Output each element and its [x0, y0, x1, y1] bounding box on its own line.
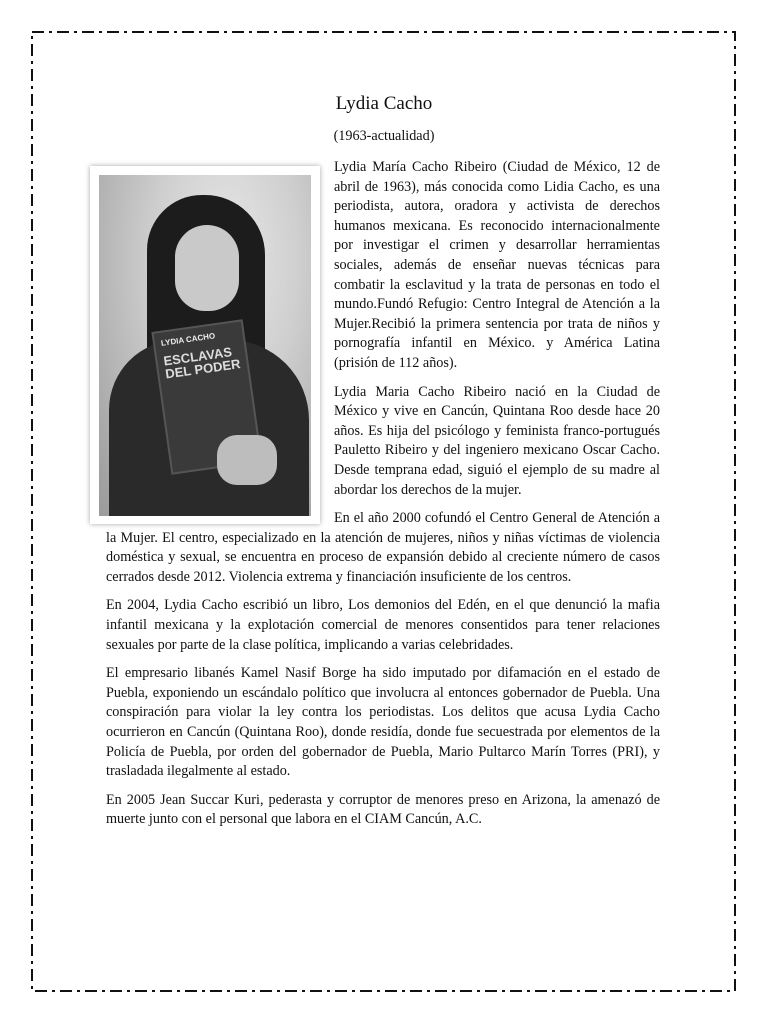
paragraph-5: El empresario libanés Kamel Nasif Borge ha sido imputado por difamación en el estado de Puebla, exponiendo un escándalo político que involucra al entonces gobernador de Puebla. Una conspiración para violar la ley contra los periodistas. Los delitos que acusa Lydia Cacho ocurrieron en Cancún (Quintana Roo), donde residía, donde fue secuestrada por elementos de la Policía de Puebla, por orden del gobernador de Puebla, Mario Pultarco Marín Torres (PRI), y trasladada ilegalmente al estado. [106, 665, 660, 780]
photo-face [175, 225, 239, 311]
book-title-text: ESCLAVAS DEL PODER [162, 344, 242, 382]
paragraph-1: Lydia María Cacho Ribeiro (Ciudad de México, 12 de abril de 1963), más conocida como Lidia Cacho, es una periodista, autora, oradora y activista de derechos humanos mexicana. Es reconocido internacionalmente por investigar el crimen y desarrollar herramientas sociales, además de enseñar nuevas técnicas para combatir la esclavitud y la trata de personas en todo el mundo.Fundó Refugio: Centro Integral de Atención a la Mujer.Recibió la primera sentencia por trata de niños y pornografía infantil en México. y América Latina (prisión de 112 años). [334, 159, 660, 371]
paragraph-2: Lydia Maria Cacho Ribeiro nació en la Ciudad de México y vive en Cancún, Quintana Roo desde hace 20 años. Es hija del psicólogo y feminista franco-portugués Pauletto Ribeiro y del ingeniero mexicano Oscar Cacho. Desde temprana edad, siguió el ejemplo de su madre al abordar los derechos de la mujer. [334, 383, 660, 498]
portrait-photo-frame [90, 166, 320, 524]
photo-hand [217, 435, 277, 485]
paragraph-4: En 2004, Lydia Cacho escribió un libro, Los demonios del Edén, en el que denunció la mafia infantil mexicana y la explotación comercial de menores consentidos para tener relaciones sexuales por parte de la clase política, implicando a varias celebridades. [106, 597, 660, 653]
paragraph-3: En el año 2000 cofundó el Centro General de Atención a la Mujer. El centro, especializado en la atención de mujeres, niños y niñas víctimas de violencia doméstica y sexual, se encuentra en proceso de expansión debido al creciente número de casos cerrados desde 2012. Violencia extrema y financiación insuficiente de los centros. [106, 510, 660, 585]
page-title: Lydia Cacho [335, 93, 433, 114]
portrait-photo [99, 175, 311, 516]
paragraph-6: En 2005 Jean Succar Kuri, pederasta y corruptor de menores preso en Arizona, la amenazó de muerte junto con el personal que labora en el CIAM Cancún, A.C. [106, 791, 660, 828]
article-body [106, 158, 660, 839]
page-subtitle: (1963-actualidad) [333, 128, 435, 144]
book-author-text: LYDIA CACHO [160, 331, 216, 348]
